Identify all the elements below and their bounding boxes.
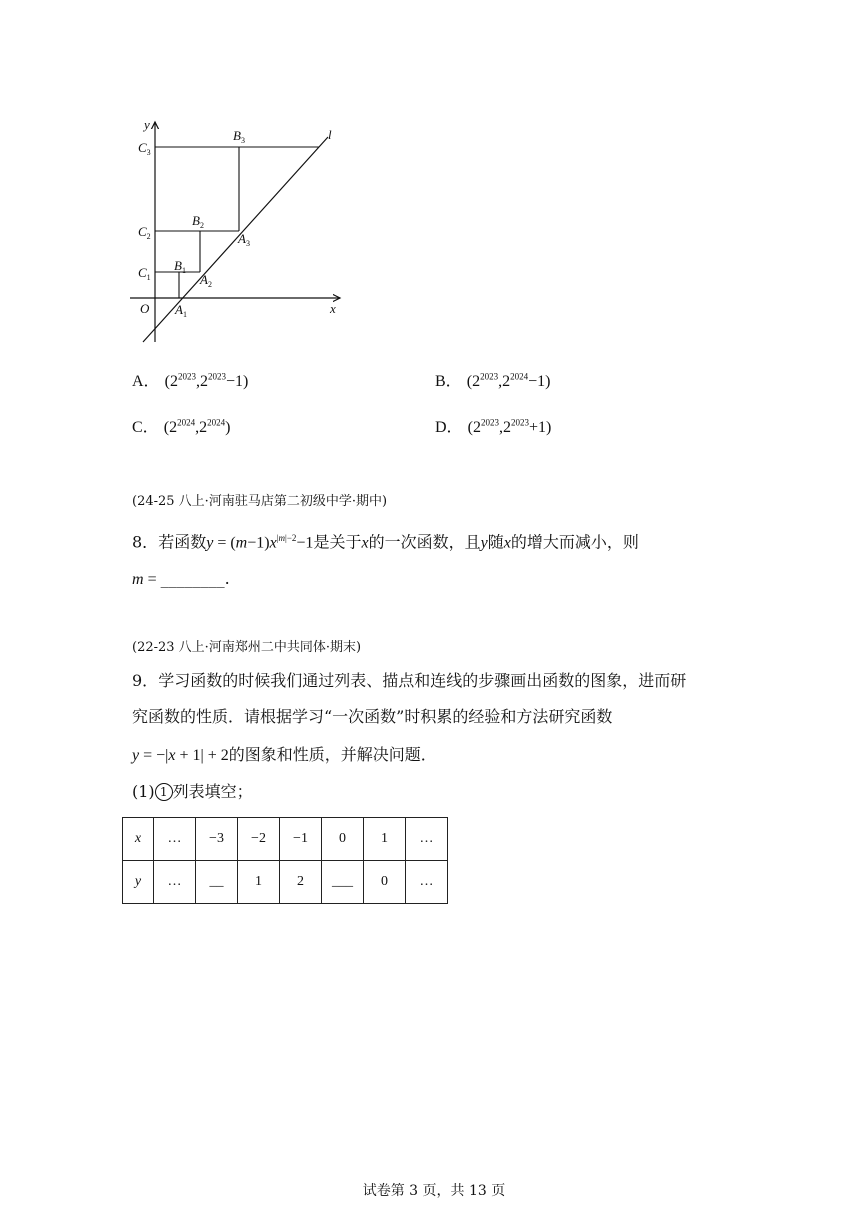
option-c-label: C． xyxy=(132,419,159,436)
option-b[interactable] xyxy=(435,368,550,391)
q8-answer-line: m = ________. xyxy=(132,569,230,588)
option-c[interactable] xyxy=(132,414,230,437)
table-cell: −1 xyxy=(280,818,322,861)
table-cell: −3 xyxy=(196,818,238,861)
table-cell: … xyxy=(406,818,448,861)
option-d-value: $(2^{2023},2^{2023}+1)$ xyxy=(467,417,552,436)
q8-answer-blank[interactable]: ________ xyxy=(160,569,225,588)
q9-source: (22-23 八上·河南郑州二中共同体·期末) xyxy=(132,640,362,655)
label-B3: $B_3$ xyxy=(233,128,245,145)
table-cell: … xyxy=(406,861,448,904)
origin-label: O xyxy=(140,301,150,316)
table-cell: 2 xyxy=(280,861,322,904)
table-cell: y xyxy=(123,861,154,904)
option-b-label: B． xyxy=(435,373,462,390)
table-cell: 1 xyxy=(364,818,406,861)
line-label: l xyxy=(328,127,332,142)
step-1 xyxy=(155,272,179,298)
q9-line1: 9．学习函数的时候我们通过列表、描点和连线的步骤画出函数的图象，进而研 xyxy=(132,671,687,690)
option-d[interactable] xyxy=(435,414,551,437)
option-a-value: $(2^{2023},2^{2023}-1)$ xyxy=(164,371,249,390)
q9-line2: 究函数的性质．请根据学习“一次函数”时积累的经验和方法研究函数 xyxy=(132,707,613,726)
option-b-value: $(2^{2023},2^{2024}-1)$ xyxy=(466,371,551,390)
page-footer: 试卷第 3 页，共 13 页 xyxy=(362,1183,506,1199)
option-d-label: D． xyxy=(435,419,463,436)
label-C1: $C_1$ xyxy=(138,265,151,282)
label-A2: $A_2$ xyxy=(200,272,212,289)
option-c-value: $(2^{2024},2^{2024})$ xyxy=(163,417,231,436)
coordinate-figure xyxy=(118,112,358,352)
label-B2: $B_2$ xyxy=(192,213,204,230)
option-a-label: A． xyxy=(132,373,160,390)
q8-source: (24-25 八上·河南驻马店第二初级中学·期中) xyxy=(132,494,388,509)
option-a[interactable] xyxy=(132,368,248,391)
table-row-x xyxy=(123,818,448,861)
table-cell: … xyxy=(154,818,196,861)
y-axis-label: y xyxy=(144,117,150,132)
table-cell: 0 xyxy=(322,818,364,861)
table-cell: x xyxy=(123,818,154,861)
q8-text: 8．若函数$y = (m-1)x^{|m|-2}-1$是关于x的一次函数，且y随x的增大而减小，则 xyxy=(132,532,639,552)
label-B1: $B_1$ xyxy=(174,258,186,275)
table-cell: −2 xyxy=(238,818,280,861)
label-A3: $A_3$ xyxy=(238,231,250,248)
table-row-y xyxy=(123,861,448,904)
label-A1: $A_1$ xyxy=(175,302,187,319)
label-C3: $C_3$ xyxy=(138,140,151,157)
value-table xyxy=(122,817,448,904)
q9-line3: y = −|x + 1| + 2的图象和性质，并解决问题． xyxy=(132,745,437,764)
q9-sub1: (1) 1 列表填空； xyxy=(132,782,253,801)
x-axis-label: x xyxy=(330,301,336,316)
table-cell: … xyxy=(154,861,196,904)
circled-number: 1 xyxy=(155,783,173,801)
table-cell: 1 xyxy=(238,861,280,904)
line-l xyxy=(143,137,328,342)
table-cell-blank[interactable]: ___ xyxy=(322,861,364,904)
table-cell: 0 xyxy=(364,861,406,904)
label-C2: $C_2$ xyxy=(138,224,151,241)
table-cell-blank[interactable]: __ xyxy=(196,861,238,904)
